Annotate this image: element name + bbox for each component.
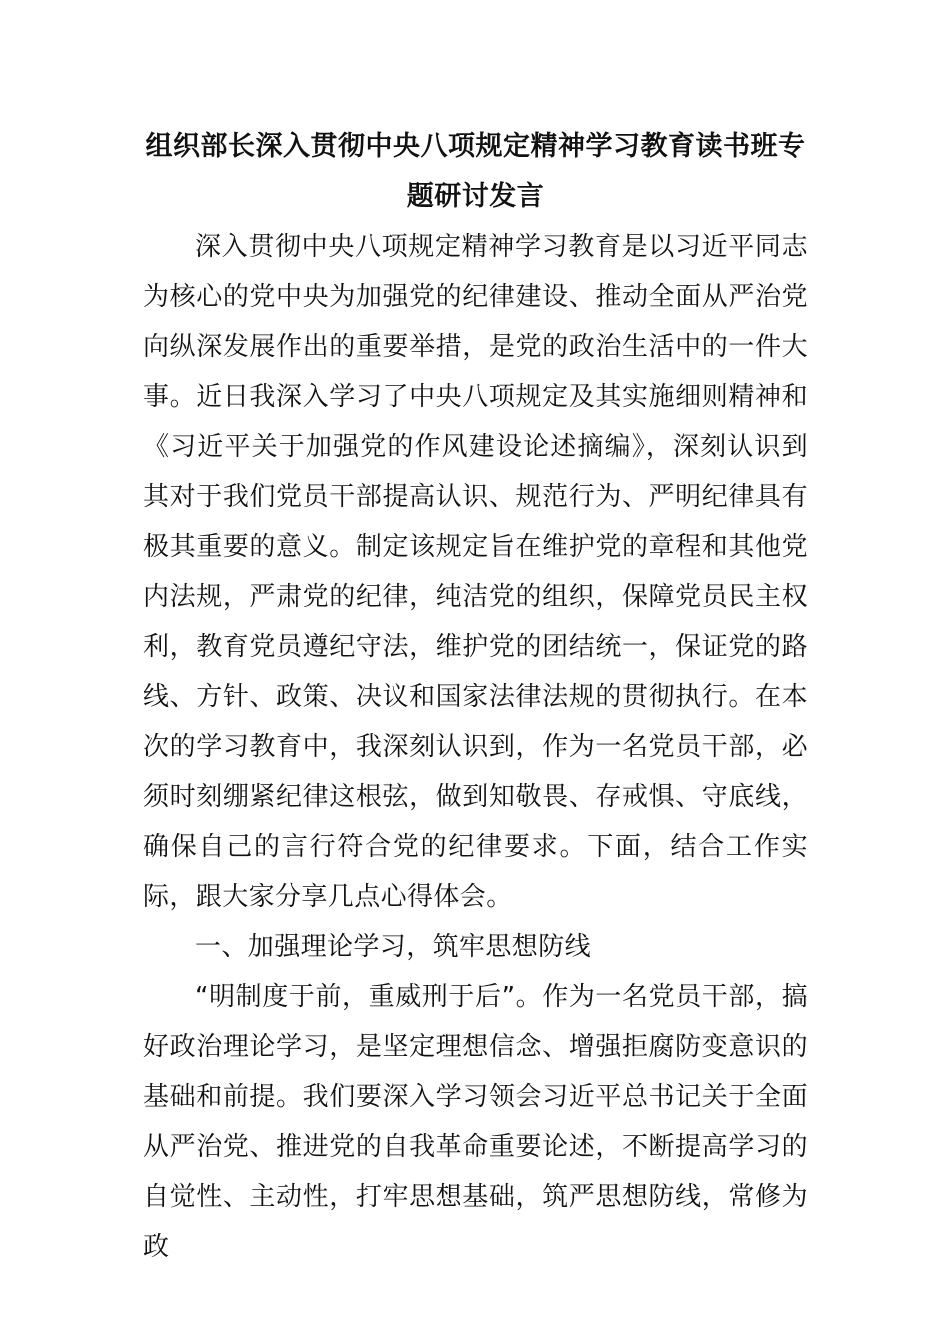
document-body: [143, 122, 808, 1272]
body-paragraph-section-1: “明制度于前，重威刑于后”。作为一名党员干部，搞好政治理论学习，是坚定理想信念、增强拒腐防变意识的基础和前提。我们要深入学习领会习近平总书记关于全面从严治党、推进党的自我革命重要论述，不断提高学习的自觉性、主动性，打牢思想基础，筑严思想防线，常修为政: [143, 982, 808, 1262]
body-paragraph-intro: 深入贯彻中央八项规定精神学习教育是以习近平同志为核心的党中央为加强党的纪律建设、推动全面从严治党向纵深发展作出的重要举措，是党的政治生活中的一件大事。近日我深入学习了中央八项规定及其实施细则精神和《习近平关于加强党的作风建设论述摘编》，深刻认识到其对于我们党员干部提高认识、规范行为、严明纪律具有极其重要的意义。制定该规定旨在维护党的章程和其他党内法规，严肃党的纪律，纯洁党的组织，保障党员民主权利，教育党员遵纪守法，维护党的团结统一，保证党的路线、方针、政策、决议和国家法律法规的贯彻执行。在本次的学习教育中，我深刻认识到，作为一名党员干部，必须时刻绷紧纪律这根弦，做到知敬畏、存戒惧、守底线，确保自己的言行符合党的纪律要求。下面，结合工作实际，跟大家分享几点心得体会。: [143, 232, 808, 912]
document-title: 组织部长深入贯彻中央八项规定精神学习教育读书班专题研讨发言: [145, 131, 806, 212]
section-heading-1: 一、加强理论学习，筑牢思想防线: [195, 932, 592, 962]
